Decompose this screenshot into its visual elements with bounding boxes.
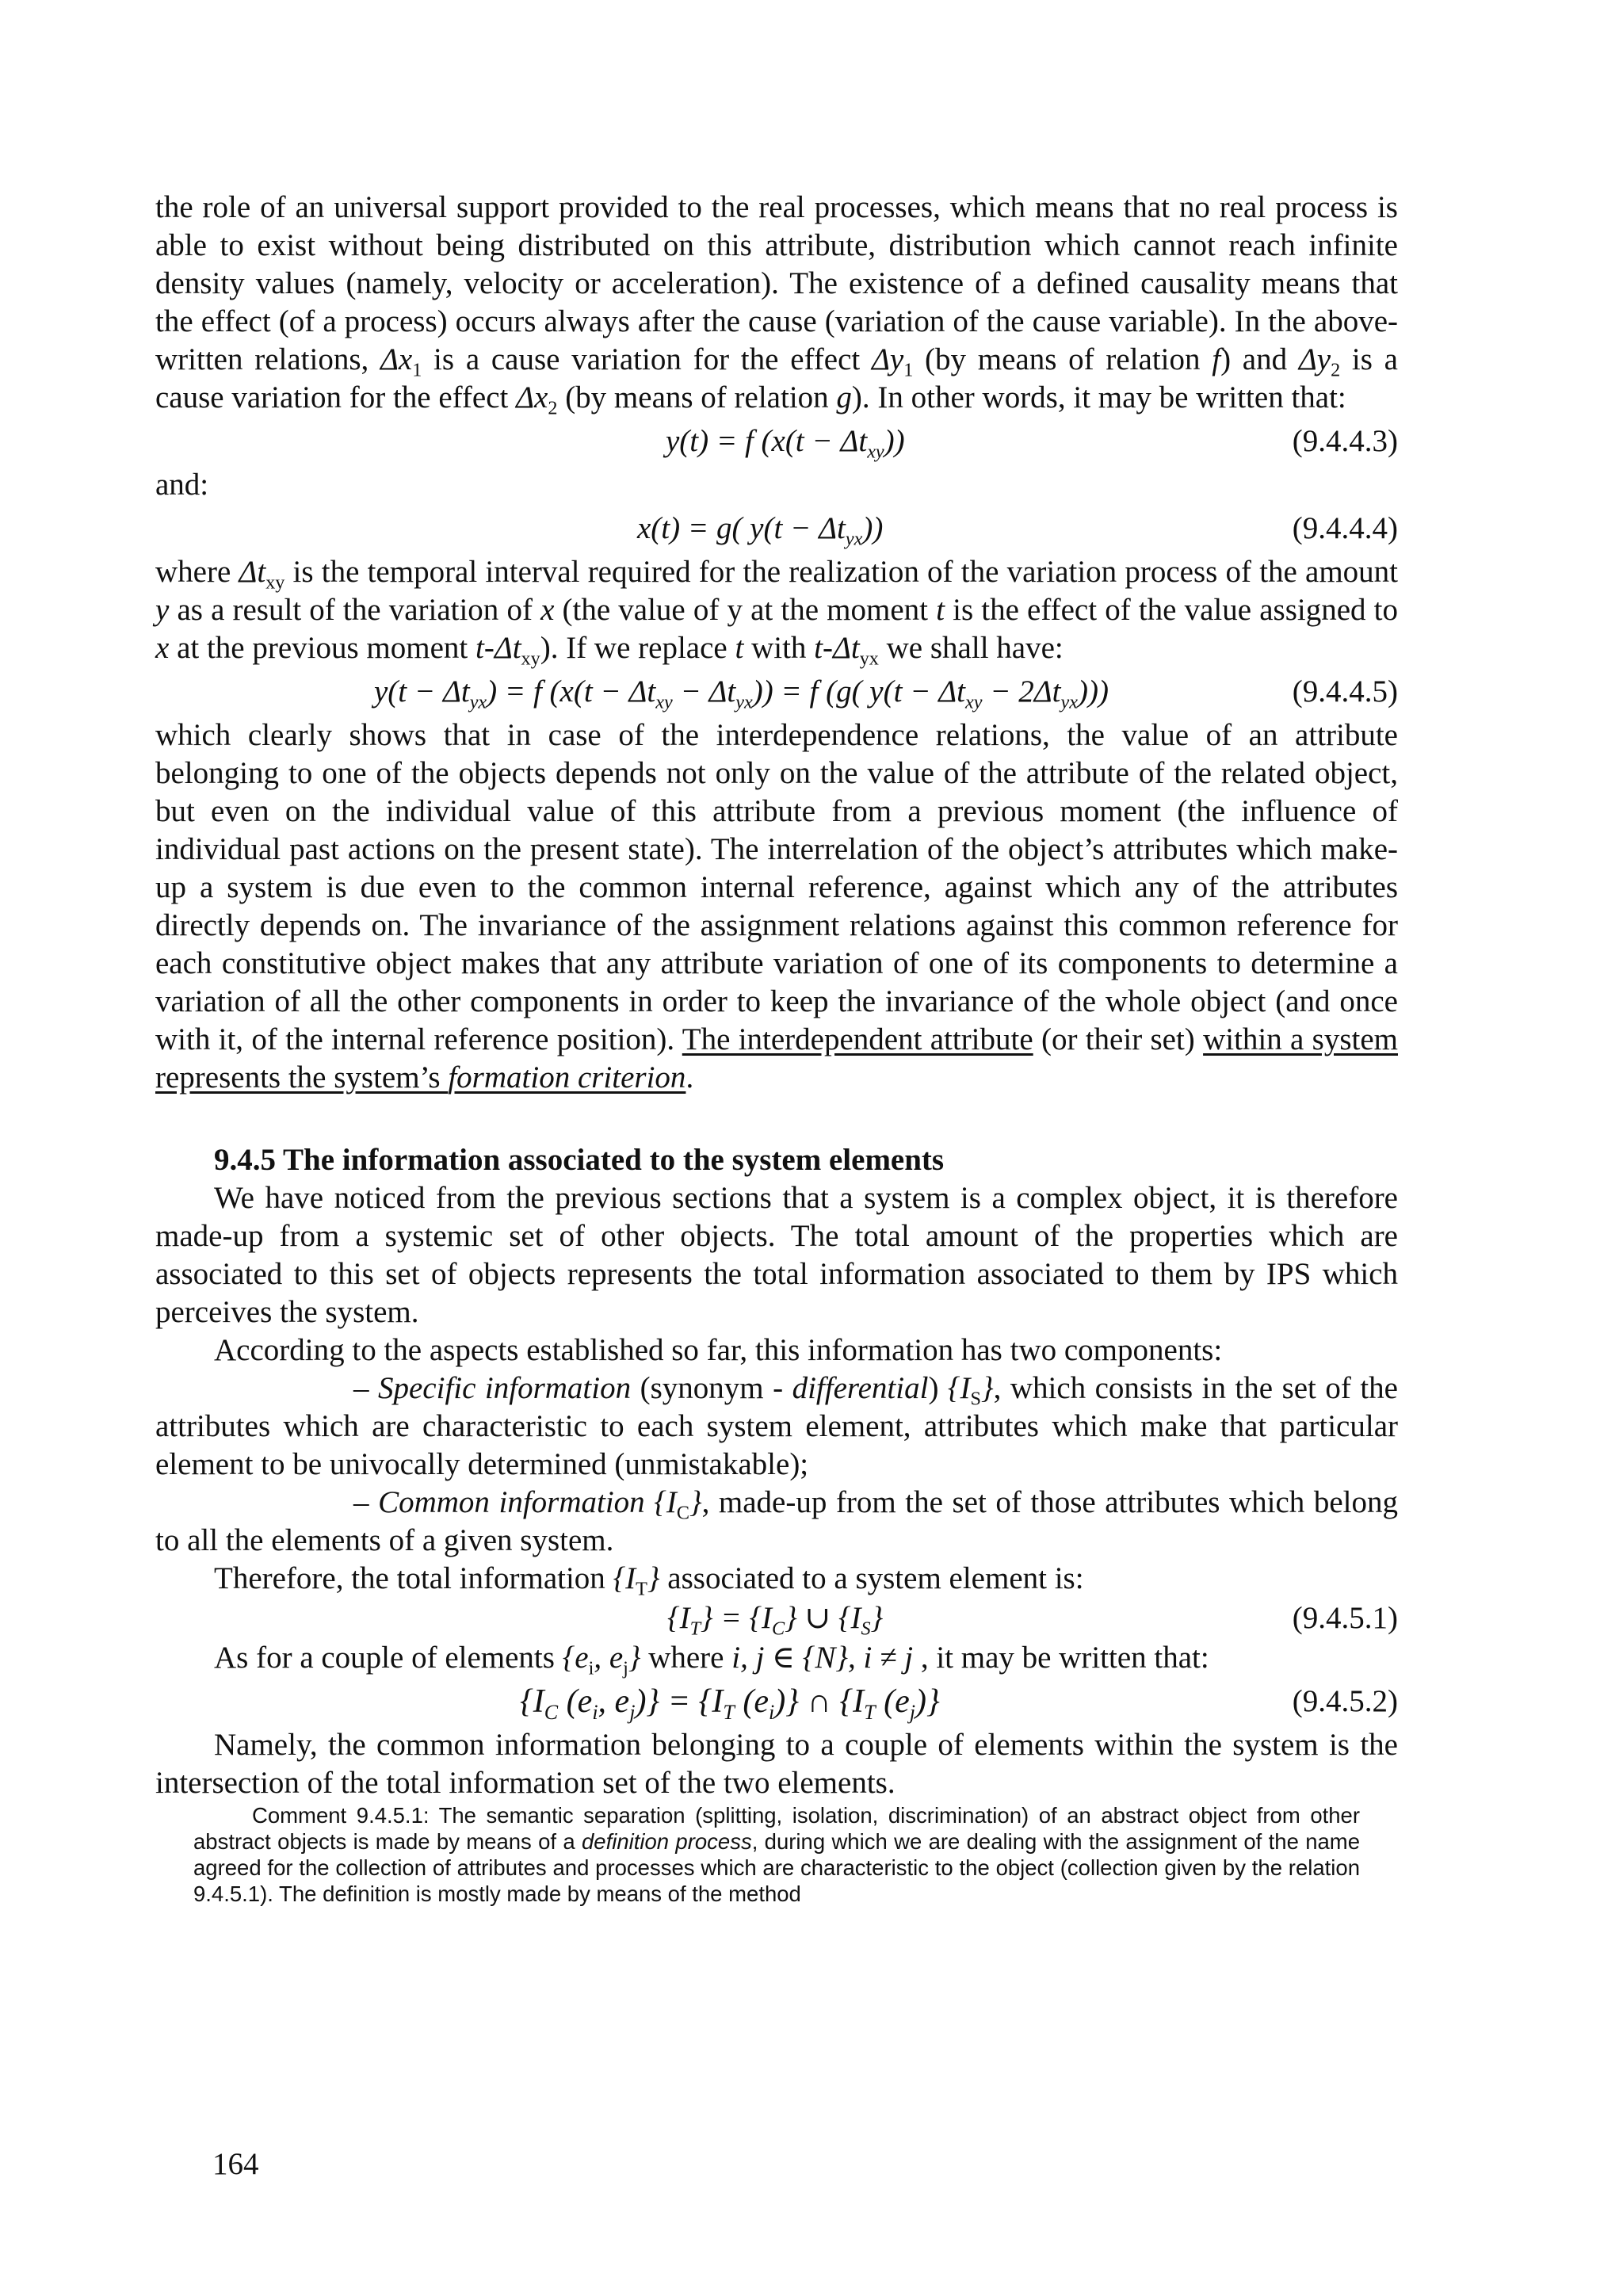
paragraph-causality: the role of an universal support provided to the real processes, which means that no real process is able to exist without being distributed on this attribute, distribution which cannot reach infinite density values (namely, velocity or acceleration). The existence of a defined causality means that the effect (of a process) occurs always after the cause (variation of the cause variable). In the above-written relations, $\Delta x_1$ is a cause variation for the effect $\Delta y_1$ (by means of relation f) and $\Delta y_2$ is a cause variation for the effect $\Delta x_2$ (by means of relation g). In other words, it may be written that: bbox=[155, 190, 1398, 419]
section-heading: 9.4.5 The information associated to the system elements bbox=[214, 1143, 945, 1177]
equation-number: (9.4.5.1) bbox=[1292, 1601, 1398, 1635]
equation-9445: $y(t - \Delta t_{yx}) = f$ $(x(t - \Delta t_{xy} - \Delta t_{yx})) = f$ (g( $y(t - \Delta t_{xy} - 2\Delta t_{yx})$)) (9.4.4.5) bbox=[155, 667, 1398, 716]
equation-9451: $\{I_T\} = \{I_C\}$ ∪ $\{I_S\}$ (9.4.5.1) bbox=[155, 1598, 1398, 1639]
paragraph-couple-of-elements: As for a couple of elements {$e_i$, $e_j$} where i, j ∈ {N}, i ≠ j , it may be written that: bbox=[214, 1641, 1209, 1679]
equation-number: (9.4.4.3) bbox=[1292, 424, 1398, 458]
paragraph-interdependence: which clearly shows that in case of the interdependence relations, the value of an attribute belonging to one of the objects depends not only on the value of the attribute of the related object, but even on the individual value of this attribute from a previous moment (the influence of individual past actions on the present state). The interrelation of the object’s attributes which make-up a system is due even to the common internal reference, against which any of the attributes directly depends on. The invariance of the assignment relations against this common reference for each constitutive object makes that any attribute variation of one of its components to determine a variation of all the other components in order to keep the invariance of the whole object (and once with it, of the internal reference position). The interdependent attribute (or their set) within a system represents the system’s formation criterion. bbox=[155, 718, 1398, 1095]
paragraph-two-components: According to the aspects established so far, this information has two components: bbox=[214, 1333, 1223, 1367]
paragraph-temporal-interval: where $\Delta t_{xy}$ is the temporal interval required for the realization of the variation process of the amount y as a result of the variation of x (the value of y at the moment t is the effect of the value assigned to x at the previous moment $t-\Delta t_{xy}$). If we replace t with $t-\Delta t_{yx}$ we shall have: bbox=[155, 555, 1399, 670]
list-item-common-information: – Common information $\{I_C\}$, made-up from the set of those attributes which belong to all the elements of a given system. bbox=[155, 1485, 1399, 1557]
equation-number: (9.4.4.5) bbox=[1292, 674, 1398, 709]
equation-number: (9.4.4.4) bbox=[1292, 511, 1398, 545]
paragraph-total-information: Therefore, the total information $\{I_T\}$ associated to a system element is: bbox=[214, 1561, 1084, 1600]
page-number: 164 bbox=[212, 2147, 259, 2181]
equation-number: (9.4.5.2) bbox=[1292, 1684, 1398, 1718]
page-body bbox=[155, 189, 1398, 1907]
equation-9443: y(t) = f $(x(t - \Delta t_{xy}))$ (9.4.4.3) bbox=[155, 417, 1398, 466]
equation-9452: {$I_C$ ($e_i$, $e_j)\} = \{I_T$ $(e_i)$} ∩ {$I_T$ $(e_j)$} (9.4.5.2) bbox=[155, 1677, 1398, 1726]
paragraph-intersection: Namely, the common information belonging to a couple of elements within the system is the intersection of the total information set of the two elements. bbox=[155, 1728, 1398, 1800]
comment-9451: Comment 9.4.5.1: The semantic separation (splitting, isolation, discrimination) of an abstract object from other abstract objects is made by means of a definition process, during which we are dealing with the assignment of the name agreed for the collection of attributes and processes which are characteristic to the object (collection given by the relation 9.4.5.1). The definition is mostly made by means of the method bbox=[193, 1803, 1360, 1906]
and-label: and: bbox=[155, 468, 209, 502]
equation-9444: x(t) = g( $y(t - \Delta t_{yx})$) (9.4.4.4) bbox=[155, 504, 1398, 553]
list-item-specific-information: – Specific information (synonym - differential) $\{I_S\}$, which consists in the set of the attributes which are characteristic to each system element, attributes which make that particular element to be univocally determined (unmistakable); bbox=[155, 1371, 1398, 1481]
paragraph-complex-object: We have noticed from the previous sections that a system is a complex object, it is therefore made-up from a systemic set of other objects. The total amount of the properties which are associated to this set of objects represents the total information associated to them by IPS which perceives the system. bbox=[155, 1181, 1398, 1329]
